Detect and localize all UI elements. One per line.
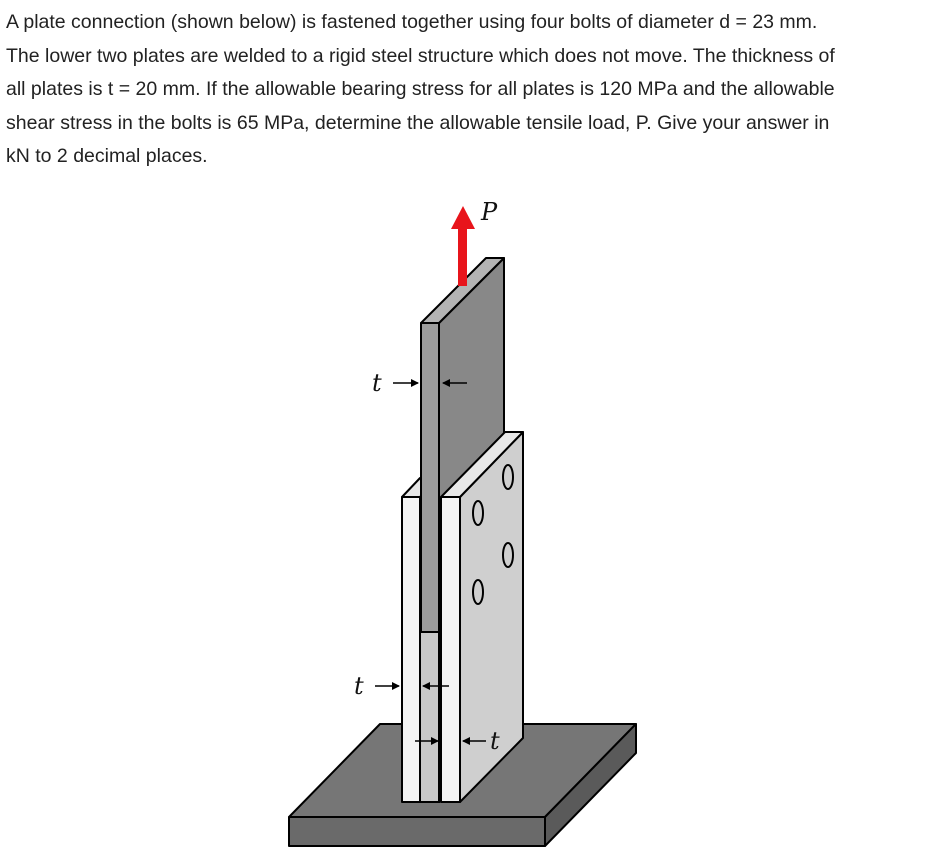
- question-line: kN to 2 decimal places.: [6, 145, 208, 167]
- upper-plate-edge: [421, 323, 439, 632]
- upper-thickness-label: t: [372, 369, 382, 397]
- question-line: all plates is t = 20 mm. If the allowable bearing stress for all plates is 120 MPa and the allowable: [6, 78, 835, 100]
- plate-gap: [420, 632, 439, 802]
- question-line: A plate connection (shown below) is fastened together using four bolts of diameter d = 23 mm.: [6, 11, 818, 33]
- question-line: The lower two plates are welded to a rigid steel structure which does not move. The thickness of: [6, 44, 835, 67]
- load-arrow-shaft: [458, 226, 467, 286]
- base-front-face: [289, 817, 545, 846]
- load-label: P: [481, 198, 498, 226]
- load-arrow-head: [451, 206, 475, 229]
- lower-left-thickness-label: t: [354, 672, 364, 700]
- lower-left-plate-face: [402, 497, 420, 802]
- lower-right-thickness-label: t: [490, 727, 500, 755]
- lower-right-plate-edge: [441, 497, 460, 802]
- question-line: shear stress in the bolts is 65 MPa, determine the allowable tensile load, P. Give your answer in: [6, 111, 830, 134]
